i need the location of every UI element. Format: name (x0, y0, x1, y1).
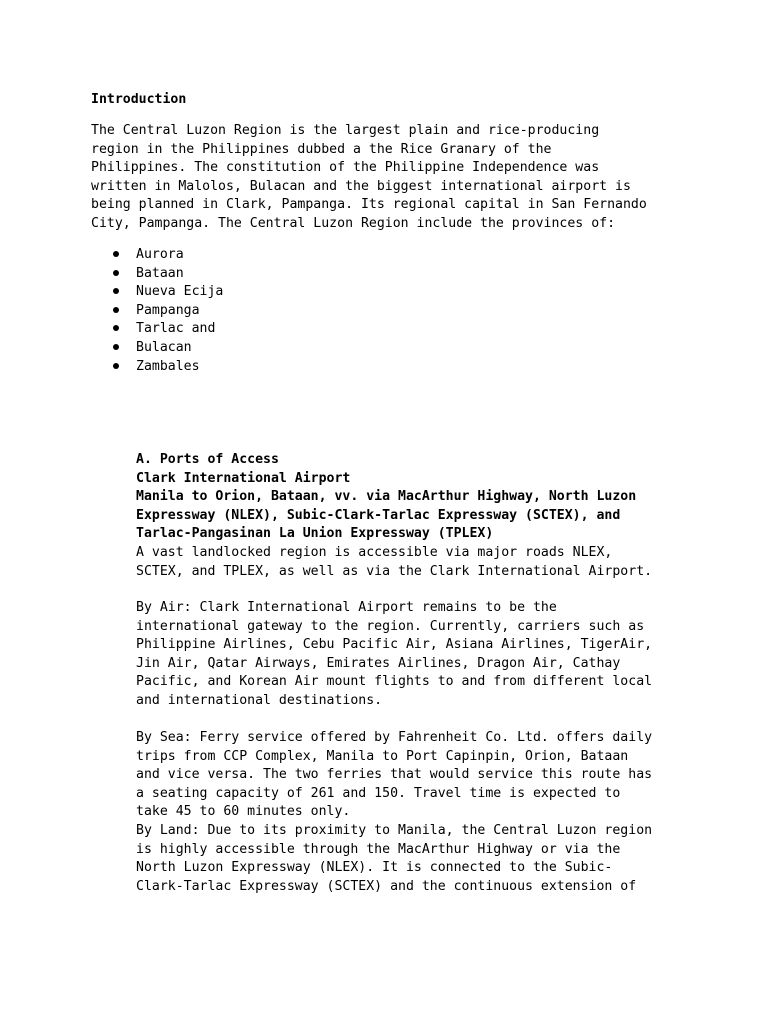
paragraph-line: By Land: Due to its proximity to Manila, the Central Luzon region (136, 823, 653, 838)
bullet-icon (113, 363, 119, 369)
paragraph-line: Jin Air, Qatar Airways, Emirates Airlines, Dragon Air, Cathay (136, 655, 621, 671)
bullet-icon (113, 288, 119, 294)
section-heading: Introduction (91, 92, 187, 107)
paragraph-line: a seating capacity of 261 and 150. Travel time is expected to (136, 785, 621, 801)
list-item: Bulacan (136, 340, 192, 355)
paragraph-line: take 45 to 60 minutes only. (136, 804, 351, 820)
paragraph-line: Pacific, and Korean Air mount flights to and from different local (136, 674, 653, 690)
list-item: Bataan (136, 265, 184, 281)
paragraph-line: SCTEX, and TPLEX, as well as via the Clark International Airport. (136, 563, 653, 579)
paragraph-line: By Sea: Ferry service offered by Fahrenheit Co. Ltd. offers daily (136, 730, 653, 745)
bullet-icon (113, 344, 119, 350)
bullet-icon (113, 251, 119, 257)
subsection-title: Tarlac-Pangasinan La Union Expressway (TPLEX) (136, 526, 494, 542)
list-item: Tarlac and (136, 321, 216, 337)
bullet-icon (113, 307, 119, 313)
paragraph-line: City, Pampanga. The Central Luzon Region include the provinces of: (91, 216, 616, 231)
paragraph-line: By Air: Clark International Airport remains to be the (136, 600, 557, 615)
paragraph-line: is highly accessible through the MacArthur Highway or via the (136, 841, 621, 857)
paragraph-line: North Luzon Expressway (NLEX). It is connected to the Subic- (136, 860, 613, 876)
bullet-icon (113, 270, 119, 276)
paragraph-line: region in the Philippines dubbed a the Rice Granary of the (91, 141, 552, 157)
paragraph-line: being planned in Clark, Pampanga. Its regional capital in San Fernando (91, 197, 647, 213)
paragraph-line: Clark-Tarlac Expressway (SCTEX) and the continuous extension of (136, 878, 637, 894)
paragraph-line: written in Malolos, Bulacan and the biggest international airport is (91, 178, 631, 194)
paragraph-line: Philippine Airlines, Cebu Pacific Air, Asiana Airlines, TigerAir, (136, 637, 653, 653)
list-item: Nueva Ecija (136, 284, 224, 300)
paragraph-line: Philippines. The constitution of the Philippine Independence was (91, 160, 600, 176)
subsection-title: Manila to Orion, Bataan, vv. via MacArthur Highway, North Luzon (136, 489, 637, 505)
subsection-title: A. Ports of Access (136, 452, 279, 467)
list-item: Aurora (136, 247, 184, 262)
paragraph-line: trips from CCP Complex, Manila to Port Capinpin, Orion, Bataan (136, 748, 629, 764)
list-item: Pampanga (136, 302, 200, 318)
subsection-title: Clark International Airport (136, 470, 351, 486)
subsection-title: Expressway (NLEX), Subic-Clark-Tarlac Expressway (SCTEX), and (136, 507, 621, 523)
paragraph-line: international gateway to the region. Currently, carriers such as (136, 618, 645, 634)
paragraph-line: and vice versa. The two ferries that would service this route has (136, 767, 653, 783)
list-item: Zambales (136, 358, 200, 374)
paragraph-line: The Central Luzon Region is the largest plain and rice-producing (91, 123, 600, 138)
bullet-icon (113, 325, 119, 331)
paragraph-line: and international destinations. (136, 693, 383, 708)
paragraph-line: A vast landlocked region is accessible via major roads NLEX, (136, 545, 613, 560)
